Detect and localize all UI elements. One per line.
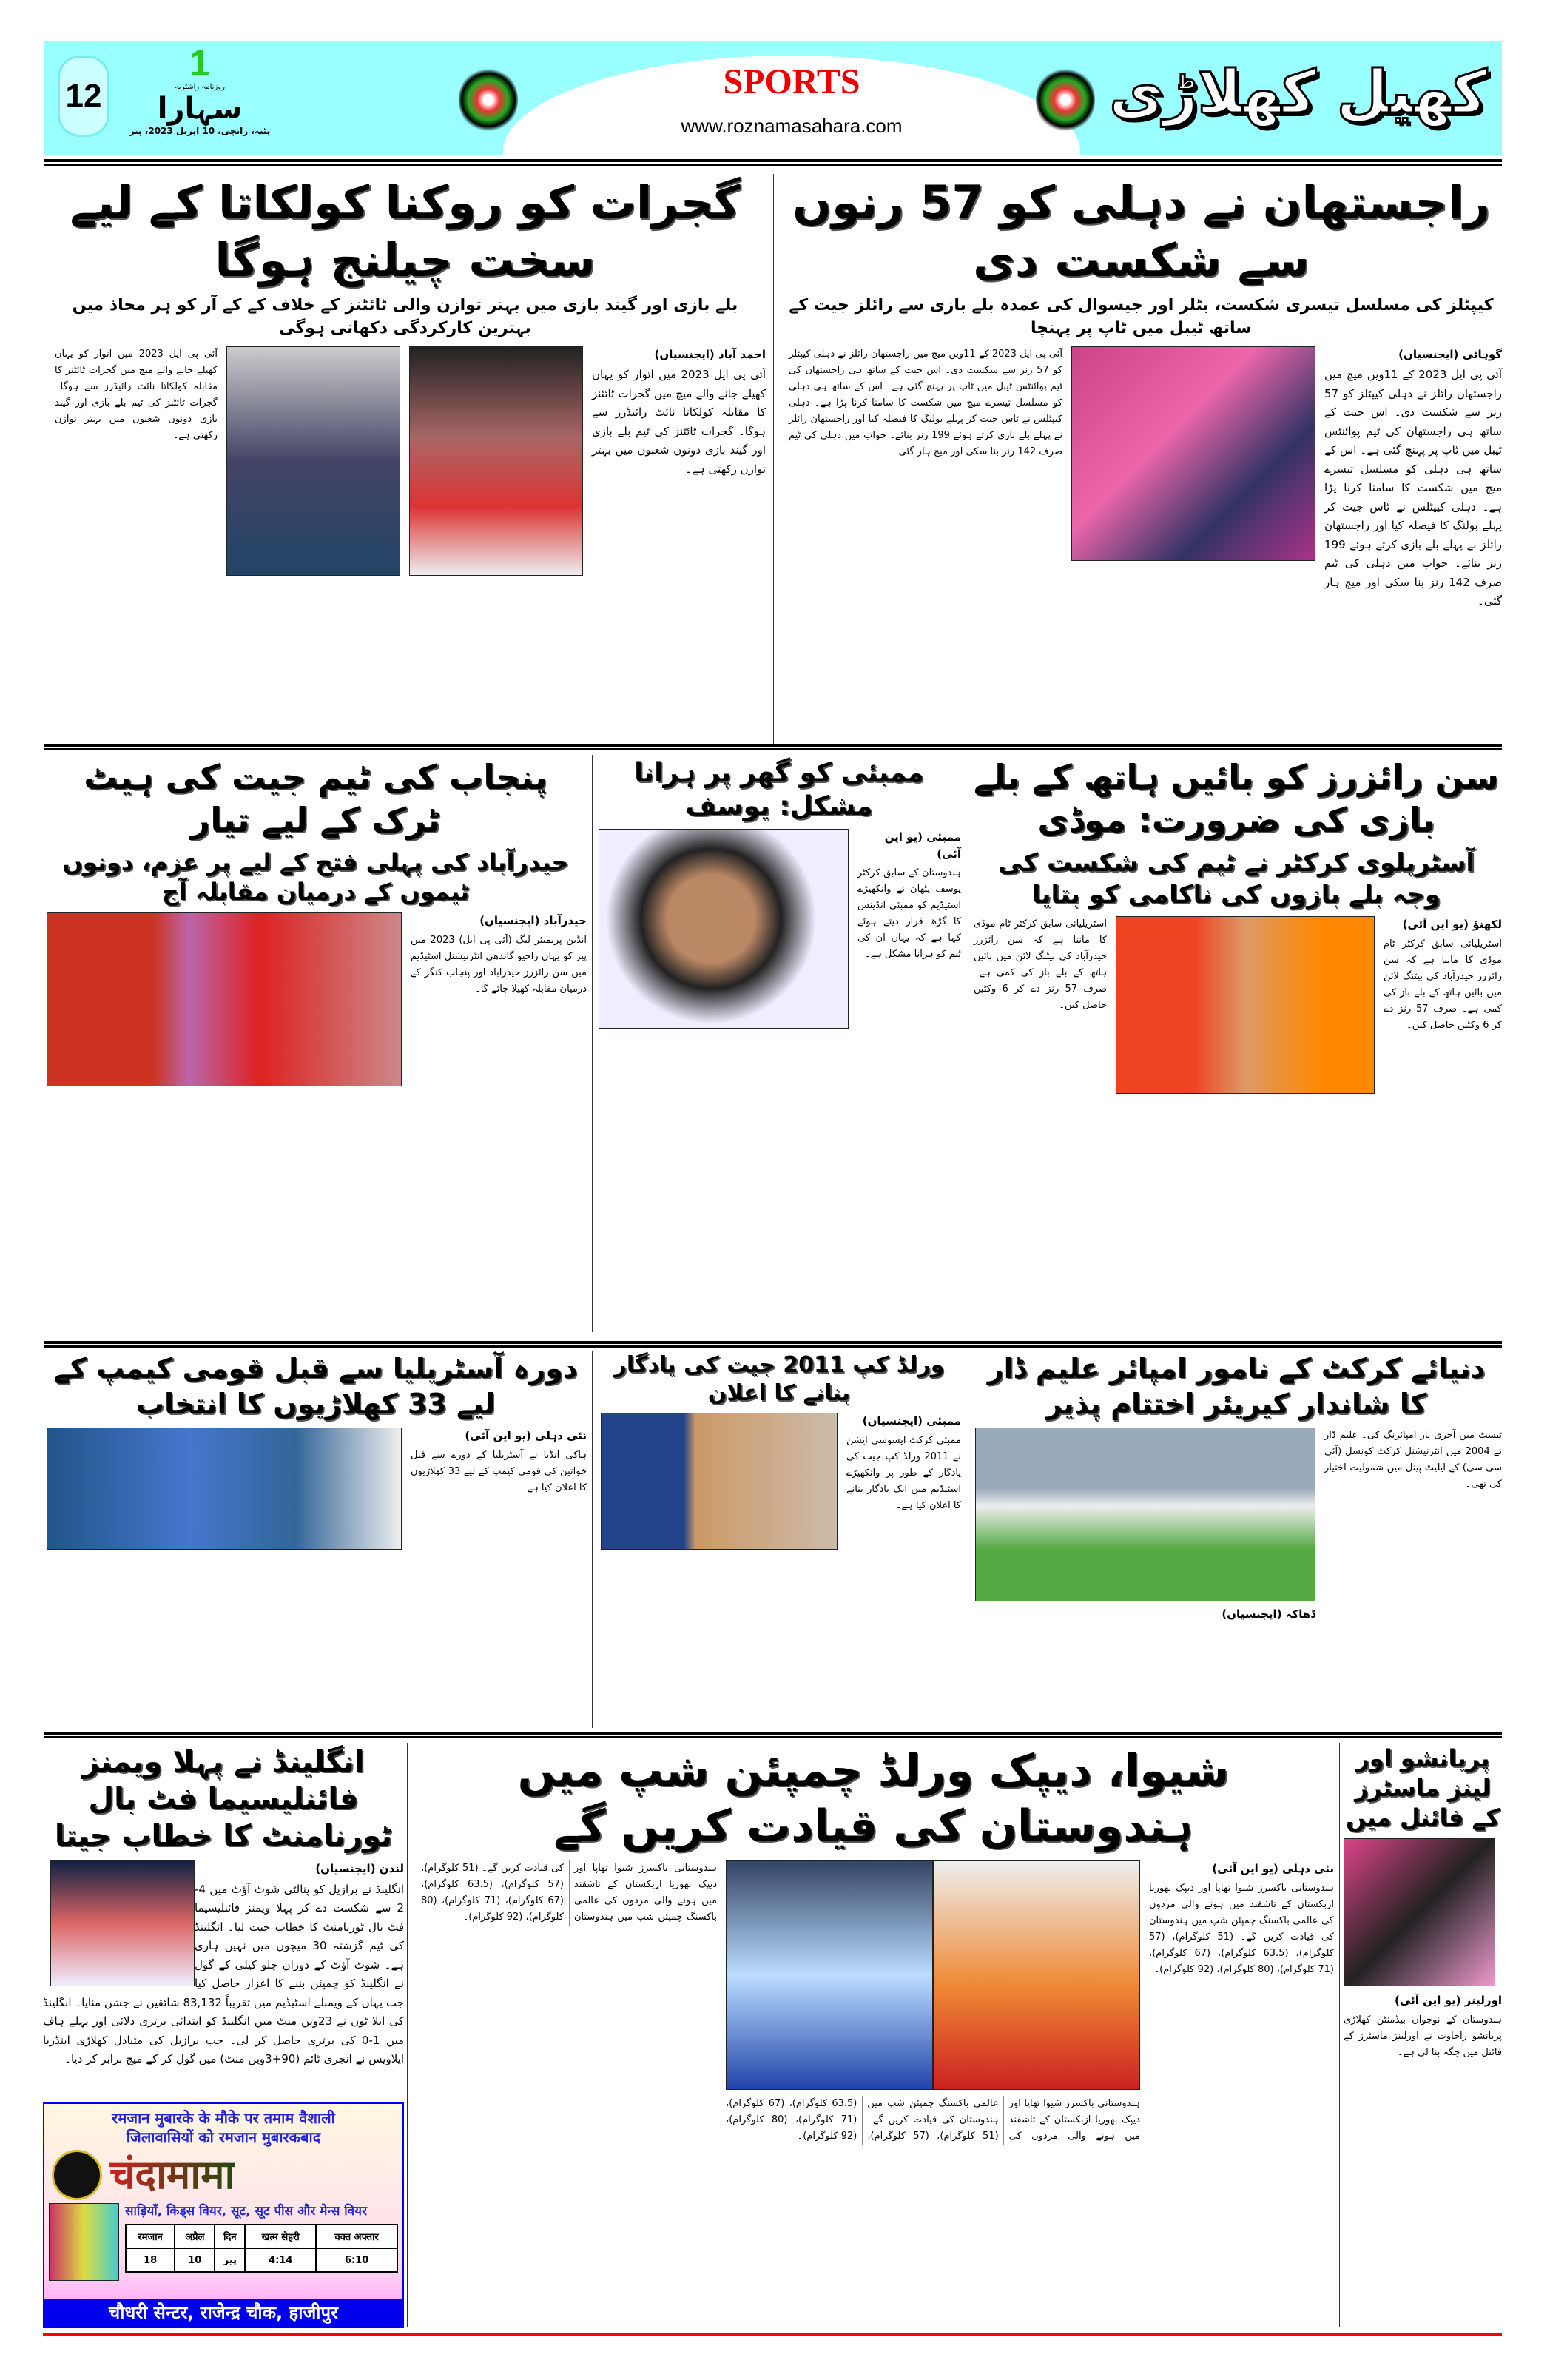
article-body (1344, 1992, 1502, 2061)
body-text: ہندوستان کے نوجوان بیڈمنٹن کھلاڑی پریانشو راجاوت نے اورلینز ماسٹرز کے فائنل میں جگہ بنا لی ہے۔ (1344, 2014, 1502, 2058)
page-number: 12 (58, 56, 109, 137)
subheadline: بلے بازی اور گیند بازی میں بہتر توازن والی ٹائٹنز کے خلاف کے کے آر کو ہر محاذ میں بہترین کارکردگی دکھانی ہوگی (72, 296, 738, 337)
column-divider (1339, 1743, 1340, 2327)
hardik-pandya-photo (226, 346, 400, 576)
body-text: آئی پی ایل 2023 کے 11ویں میچ میں راجستھان رائلز نے دہلی کیپٹلز کو 57 رنز سے شکست دی۔ اس جیت کے ساتھ ہی راجستھان کی ٹیم پوائنٹس ٹیبل میں ٹاپ پر پہنچ گئی ہے۔ اس کے ساتھ ہی دہلی کو مسلسل تیسرے میچ میں شکست کا سامنا کرنا پڑا ہے۔ دہلی کیپٹلس نے ٹاس جیت کر پہلے بولنگ کا فیصلہ کیا اور راجستھان رائلز نے پہلے بلے بازی کرتے ہوئے 199 رنز بنائے۔ جواب میں دہلی کی ٹیم صرف 142 رنز بنا سکی اور میچ ہار گئی۔ (1324, 368, 1502, 608)
byline: حیدرآباد (ایجنسیاں) (479, 914, 587, 927)
column-divider (773, 174, 774, 744)
table-header: रमजान (126, 2225, 175, 2248)
column-divider (592, 755, 593, 1332)
article-content (44, 1428, 587, 1550)
article-body (411, 1428, 587, 1496)
article-australia-hockey (44, 1351, 587, 1550)
article-body (411, 912, 587, 998)
article-rajasthan (781, 174, 1502, 611)
divider (44, 159, 1502, 164)
body-text: ہندوستانی باکسرز شیوا تھاپا اور دیپک بھوریا ازبکستان کے تاشقند میں ہونے والی مردوں کی عالمی باکسنگ چمپئن شپ میں ہندوستان کی قیادت کریں گے۔ (51 کلوگرام)، (57 کلوگرام)، (63.5 کلوگرام)، (67 کلوگرام)، (71 کلوگرام)، (80 کلوگرام)، (92 کلوگرام)۔ (726, 2098, 1140, 2142)
headline: پنجاب کی ٹیم جیت کی ہیٹ ٹرک کے لیے تیار (84, 757, 547, 840)
sunburst-icon (459, 67, 518, 133)
article-body (846, 1413, 961, 1514)
table-cell: 10 (175, 2248, 215, 2272)
chandamama-advertisement[interactable] (43, 2102, 404, 2328)
body-text: ٹیسٹ میں آخری بار امپائرنگ کی۔ علیم ڈار نے 2004 میں انٹرنیشنل کرکٹ کونسل (آئی سی سی) کے ایلیٹ پینل میں شمولیت اختیار کی تھی۔ (1324, 1430, 1502, 1490)
article-body (857, 829, 961, 964)
byline: ممبئی (یو این آئی) (884, 830, 961, 861)
table-header: वक्त अफ्तार (316, 2225, 397, 2248)
body-text: آسٹریلیائی سابق کرکٹر ٹام موڈی کا ماننا ہے کہ سن رائزرز حیدرآباد کی بیٹنگ لائن میں بائیں ہاتھ کے بلے باز کی کمی ہے۔ صرف 57 رنز دے کر 6 وکٹیں حاصل کیں۔ (974, 918, 1108, 1012)
article-content (781, 346, 1502, 611)
byline: اورلینز (یو این آئی) (1395, 1994, 1502, 2007)
column-divider (592, 1351, 593, 1728)
boxer-photos (726, 1860, 1140, 2090)
article-england-finalissima (43, 1744, 404, 2328)
headline: پریانشو اور لینز ماسٹرز کے فائنل میں (1346, 1744, 1500, 1832)
table-cell: 4:14 (245, 2248, 316, 2272)
article-content (413, 1860, 1334, 2145)
byline: لندن (ایجنسیاں) (315, 1862, 404, 1875)
footer-rule (43, 2333, 1502, 2336)
byline: گوہاٹی (ایجنسیاں) (1398, 347, 1502, 361)
ad-address: चौधरी सेन्टर, राजेन्द्र चौक, हाजीपुर (44, 2299, 402, 2327)
subheadline: کیپٹلز کی مسلسل تیسری شکست، بٹلر اور جیسوال کی عمدہ بلے بازی سے رائلز جیت کے ساتھ ٹیبل میں ٹاپ پر پہنچا (789, 296, 1494, 337)
divider (44, 744, 1502, 748)
ramzan-timetable (125, 2224, 398, 2273)
tom-moody-photo (1116, 916, 1375, 1094)
boxer-photo (726, 1860, 933, 2090)
edition-date: پٹنہ، رانچی، 10 اپریل 2023، پیر (129, 126, 271, 136)
byline: لکھنؤ (یو این آئی) (1402, 918, 1502, 931)
ad-products: साड़ियाँ, किड्स वियर, सूट, सूट पीस और मेन्स वियर (125, 2204, 367, 2219)
body-text: ممبئی کرکٹ ایسوسی ایشن نے 2011 ورلڈ کپ جیت کی یادگار کے طور پر وانکھیڑے اسٹیڈیم میں ایک یادگار بنانے کا اعلان کیا ہے۔ (846, 1434, 961, 1511)
article-yusuf (597, 756, 961, 1029)
article-aleem-dar (971, 1351, 1502, 1626)
boxer-photo (933, 1860, 1140, 2090)
divider (44, 1341, 1502, 1345)
body-text: ہندوستانی باکسرز شیوا تھاپا اور دیپک بھوریا ازبکستان کے تاشقند میں ہونے والی مردوں کی عالمی باکسنگ چمپئن شپ میں ہندوستان کی قیادت کریں گے۔ (51 کلوگرام)، (57 کلوگرام)، (63.5 کلوگرام)، (67 کلوگرام)، (71 کلوگرام)، (80 کلوگرام)، (92 کلوگرام)۔ (1149, 1882, 1334, 1975)
logo-emblem-icon: 1 (189, 42, 210, 84)
byline: احمد آباد (ایجنسیاں) (654, 347, 766, 361)
paper-name: سہارا (157, 92, 243, 126)
punjab-kings-team-photo (47, 912, 402, 1086)
article-content (971, 916, 1502, 1094)
womens-finalissima-photo (50, 1860, 195, 1986)
body-text: ہندوستان کے سابق کرکٹر یوسف پٹھان نے وانکھیڑے اسٹیڈیم کو ممبئی انڈینس کا گڑھ قرار دیتے ہوئے کہا ہے کہ یہاں ان کی ٹیم کو ہرانا مشکل ہے۔ (857, 867, 961, 961)
badminton-player-photo (1344, 1838, 1495, 1986)
body-text: آئی پی ایل 2023 کے 11ویں میچ میں راجستھان رائلز نے دہلی کیپٹلز کو 57 رنز سے شکست دی۔ اس جیت کے ساتھ ہی راجستھان کی ٹیم پوائنٹس ٹیبل میں ٹاپ پر پہنچ گئی ہے۔ اس کے ساتھ ہی دہلی کو مسلسل تیسرے میچ میں شکست کا سامنا کرنا پڑا ہے۔ دہلی کیپٹلس نے ٹاس جیت کر پہلے بولنگ کا فیصلہ کیا اور راجستھان رائلز نے پہلے بلے بازی کرتے ہوئے 199 رنز بنائے۔ جواب میں دہلی کی ٹیم صرف 142 رنز بنا سکی اور میچ ہار گئی۔ (789, 348, 1062, 458)
ad-brand: चंदामामा (109, 2151, 235, 2198)
headline: راجستھان نے دہلی کو 57 رنوں سے شکست دی (792, 175, 1490, 287)
chandamama-logo-icon (52, 2150, 102, 2200)
newspaper-logo (122, 44, 277, 137)
table-header: खत्म सेहरी (245, 2225, 316, 2248)
headline: ممبئی کو گھر پر ہرانا مشکل: یوسف (634, 758, 924, 821)
headline: سن رائزرز کو بائیں ہاتھ کے بلے بازی کی ضرورت: موڈی (973, 757, 1500, 840)
table-header: दिन (215, 2225, 245, 2248)
article-body (43, 1860, 404, 2069)
masthead (44, 41, 1502, 155)
body-text: آئی پی ایل 2023 میں اتوار کو یہاں کھیلے جانے والے میچ میں گجرات ٹائٹنز کا مقابلہ کولکاتا نائٹ رائیڈرز سے ہوگا۔ گجرات ٹائٹنز کی ٹیم بلے بازی اور گیند بازی دونوں شعبوں میں بہتر توازن رکھتی ہے۔ (55, 348, 218, 442)
body-text: آئی پی ایل 2023 میں اتوار کو یہاں کھیلے جانے والے میچ میں گجرات ٹائٹنز کا مقابلہ کولکاتا نائٹ رائیڈرز سے ہوگا۔ گجرات ٹائٹنز کی ٹیم بلے بازی اور گیند بازی دونوں شعبوں میں بہتر توازن رکھتی ہے۔ (592, 368, 766, 476)
world-cup-memorial-photo (601, 1413, 838, 1550)
article-body (1149, 1860, 1334, 1978)
ad-info-row (44, 2203, 402, 2285)
headline: دنیائے کرکٹ کے نامور امپائر علیم ڈار کا شاندار کیریئر اختتام پذیر (987, 1352, 1486, 1420)
article-body (592, 346, 766, 480)
headline: شیوا، دیپک ورلڈ چمپئن شپ میں ہندوستان کی قیادت کریں گے (517, 1745, 1230, 1852)
table-header: अप्रैल (175, 2225, 215, 2248)
article-body (1384, 916, 1502, 1034)
hockey-team-photo (47, 1428, 402, 1550)
byline: ڈھاکہ (ایجنسیاں) (1222, 1607, 1315, 1621)
body-text: ہندوستانی باکسرز شیوا تھاپا اور دیپک بھوریا ازبکستان کے تاشقند میں ہونے والی مردوں کی عالمی باکسنگ چمپئن شپ میں ہندوستان کی قیادت کریں گے۔ (51 کلوگرام)، (57 کلوگرام)، (63.5 کلوگرام)، (67 کلوگرام)، (71 کلوگرام)، (80 کلوگرام)، (92 کلوگرام)۔ (421, 1863, 717, 1923)
article-punjab (44, 756, 587, 1086)
section-title-en: SPORTS (723, 62, 860, 101)
article-photo-block (726, 1860, 1140, 2145)
article-gujarat (44, 174, 766, 576)
subheadline: حیدرآباد کی پہلی فتح کے لیے پر عزم، دونوں ٹیموں کے درمیان مقابلہ آج (62, 848, 569, 906)
rajasthan-team-photo (1071, 346, 1315, 561)
column-divider (407, 1743, 408, 2327)
article-orleans-masters (1344, 1744, 1502, 2061)
website-link[interactable]: www.roznamasahara.com (681, 115, 903, 137)
sunburst-icon (1036, 67, 1095, 133)
headline: گجرات کو روکنا کولکاتا کے لیے سخت چیلنج ہوگا (70, 175, 741, 287)
article-content (597, 1413, 961, 1550)
article-content (971, 1428, 1502, 1626)
article-worldcup-2011 (597, 1351, 961, 1550)
headline: دورہ آسٹریلیا سے قبل قومی کیمپ کے لیے 33 کھلاڑیوں کا انتخاب (53, 1352, 578, 1420)
ad-info (125, 2203, 398, 2281)
article-sunrisers (971, 756, 1502, 1094)
body-text: آسٹریلیائی سابق کرکٹر ٹام موڈی کا ماننا ہے کہ سن رائزرز حیدرآباد کی بیٹنگ لائن میں بائیں ہاتھ کے بلے باز کی کمی ہے۔ صرف 57 رنز دے کر 6 وکٹیں حاصل کیں۔ (1384, 938, 1502, 1031)
body-text: ہاکی انڈیا نے آسٹریلیا کے دورے سے قبل خواتین کی قومی کیمپ کے لیے 33 کھلاڑیوں کا اعلان کیا ہے۔ (411, 1449, 587, 1493)
article-photo-block (975, 1428, 1315, 1626)
article-content (597, 829, 961, 1029)
ad-brand-row (44, 2147, 402, 2203)
divider (44, 1732, 1502, 1736)
article-boxing (413, 1744, 1334, 2145)
ad-greeting: रमजान मुबारके के मौके पर तमाम वैशाली (112, 2109, 335, 2127)
body-text: انڈین پریمیئر لیگ (آئی پی ایل) 2023 میں پیر کو یہاں راجیو گاندھی انٹرنیشنل اسٹیڈیم میں سن رائزرز حیدرآباد اور پنجاب کنگز کے درمیان مقابلہ کھیلا جائے گا۔ (411, 934, 587, 995)
ad-kids-photo (49, 2203, 119, 2281)
table-cell: پیر (215, 2248, 245, 2272)
table-cell: 18 (126, 2248, 175, 2272)
ad-greeting: जिलावासियों को रमजान मुबारकबाद (126, 2128, 321, 2146)
headline: انگلینڈ نے پہلا ویمنز فائنلیسیما فٹ بال ٹورنامنٹ کا خطاب جیتا (54, 1745, 393, 1853)
article-body (1324, 346, 1502, 611)
article-content (44, 346, 766, 576)
yusuf-pathan-photo (599, 829, 849, 1029)
paper-tagline: روزنامہ راشٹریہ (175, 83, 225, 91)
aleem-dar-photo (975, 1428, 1315, 1601)
byline: نئی دہلی (یو این آئی) (465, 1429, 587, 1442)
body-text: انگلینڈ نے برازیل کو پنالٹی شوٹ آؤٹ میں 4-2 سے شکست دے کر پہلا ویمنز فائنلیسیما فٹ بال ٹورنامنٹ کا خطاب جیت لیا۔ انگلینڈ کی ٹیم گزشتہ 30 میچوں میں نہیں ہاری ہے۔ شوٹ آؤٹ کے دوران چلو کیلی کے گول نے انگلینڈ کو چمپئن بننے کا اعزاز حاصل کیا جب یہاں کے ویمبلے اسٹیڈیم میں تقریباً 83,132 شائقین نے جشن منایا۔ انگلینڈ کی ایلا ٹون نے 23ویں منٹ میں انگلینڈ کو ابتدائی برتری دلائی اور پہلے ہاف میں 1-0 کی برتری حاصل کر لی۔ جب برازیل کی متبادل کھلاڑی اینڈریا ایلاویس نے انجری ٹائم (90+3ویں منٹ) میں گول کر کے میچ برابر کر دیا۔ (43, 1882, 405, 2065)
headline: ورلڈ کپ 2011 جیت کی یادگار بنانے کا اعلان (613, 1352, 945, 1406)
kkr-player-photo (409, 346, 583, 576)
byline: نئی دہلی (یو این آئی) (1212, 1862, 1334, 1875)
section-title-ur: کھیل کھلاڑی (1109, 58, 1487, 127)
table-cell: 6:10 (316, 2248, 397, 2272)
article-content (44, 912, 587, 1086)
byline: ممبئی (ایجنسیاں) (862, 1414, 961, 1428)
subheadline: آسٹریلوی کرکٹر نے ٹیم کی شکست کی وجہ بلے بازوں کی ناکامی کو بتایا (997, 848, 1475, 910)
